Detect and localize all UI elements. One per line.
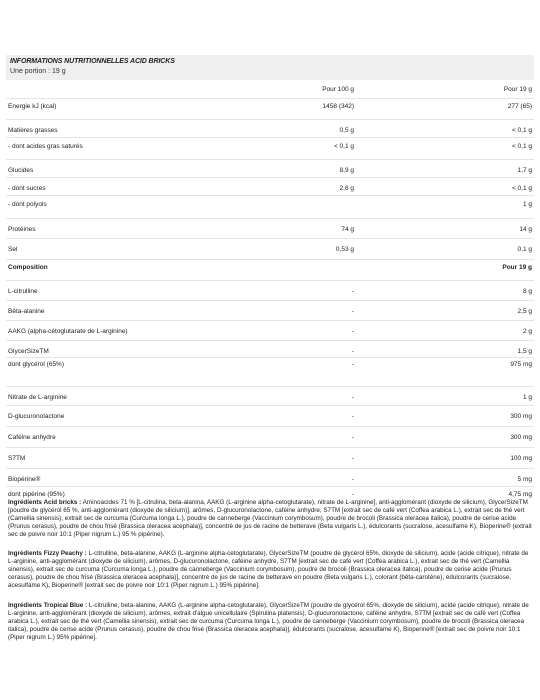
row-value-per-100g: - (351, 361, 354, 368)
row-label: dont pipérine (95%) (8, 491, 65, 498)
row-label: Composition (8, 264, 48, 271)
row-value-per-100g: 2,6 g (339, 185, 354, 192)
table-row (6, 119, 534, 137)
table-row (6, 300, 534, 320)
table-row (6, 177, 534, 195)
row-value-per-19g: 8 g (522, 288, 532, 295)
table-row (6, 486, 534, 499)
row-value-per-100g: - (351, 308, 354, 315)
document-title: INFORMATIONS NUTRITIONNELLES ACID BRICKS (10, 58, 175, 65)
row-value-per-19g: 1,7 g (517, 167, 532, 174)
row-value-per-100g: - (351, 288, 354, 295)
row-value-per-100g: - (351, 491, 354, 498)
ingredients-text: Aminoacides 71 % [L-citrulina, beta-alanina, AAKG (L-arginine alpha-cetoglutarate), nitrate de L-arginine], anti-agglomérant (dioxyde de silicium), GlycerSizeTM [poudre de glycérol 65 %, anti-agglomérant (dioxyde de silicium)], arômes, D-glucuronolactone, caféine anhydre, S7TM [extrait sec de café vert (Coffea arabica L.), extrait sec de thé vert (Camellia sinensis), extrait sec de curcuma (Curcuma longa L.), poudre de canneberge (Vaccinium corymbosum), poudre de brocoli (Brassica oleracea italica), poudre de cerise acide (Prunus cerasus), poudre de chou frisé (Brassica oleracea acephala)], concentré de jus de racine de betterave (Beta vulgaris L.), édulcorants (sucralose, acesulfame K), Bioperine® (extrait sec de poivre noir 10:1 (Piper nigrum L.) 95 % pipérine). (8, 499, 532, 538)
row-value-per-19g: Pour 19 g (502, 264, 532, 271)
ingredients-text: L-citrulline, beta-alanine, AAKG (L-arginine alpha-cetoglutarate), GlycerSizeTM (poudre de glycérol 65%, dioxyde de silicium), acide (acide citrique), nitrate de L-arginine, anti-agglomérant (dioxyde de silicium), arômes, D-glucuronolactone, caféine anhydre, S7TM [extrait sec de café vert (Coffea arabica L.), extrait sec de thé vert (Camellia sinensis), extrait sec de curcuma (Curcuma longa L.), poudre de canneberge (Vaccinium corymbosum), poudre de brocoli (Brassica oleracea italica), poudre de cerise acide (Prunus cerasus), poudre de chou frisé (Brassica oleracea acephala)], concentré de jus de racine de betterave en poudre (Beta vulgaris L.), colorant (bêta-carotène), édulcorants (sucralose, acesulfame K), Bioperine® [extrait sec de poivre noir 10:1 (Piper nigrum L.) 95% pipérine]. (8, 550, 529, 589)
table-row (6, 218, 534, 238)
row-value-per-19g: 1 g (522, 394, 532, 401)
row-value-per-19g: 4,75 mg (508, 491, 532, 498)
row-value-per-19g: 975 mg (510, 361, 532, 368)
row-value-per-100g: < 0,1 g (333, 143, 354, 150)
row-value-per-100g: 0,53 g (335, 246, 354, 253)
row-label: - dont acides gras saturés (8, 143, 83, 150)
row-value-per-100g: 0,5 g (339, 127, 354, 134)
row-label: Nitrate de L-arginine (8, 394, 67, 401)
table-row (6, 447, 534, 468)
row-value-per-19g: < 0,1 g (511, 143, 532, 150)
row-value-per-19g: 1 g (522, 201, 532, 208)
ingredients-title: Ingrédients Tropical Blue : (8, 602, 88, 609)
row-label: Bêta-alanine (8, 308, 45, 315)
table-row (6, 405, 534, 426)
row-value-per-19g: 300 mg (510, 413, 532, 420)
table-row (6, 195, 534, 218)
ingredients-text: L-citrulline, beta-alanine, AAKG (L-arginine alpha-cetoglutarate), GlycerSizeTM (poudre de glycérol 65%, dioxyde de silicium), acide (acide citrique), nitrate de L-arginine, anti-agglomérant (dioxyde de silicium), arômes, extrait d'algue unicellulaire (Spirulina platensis), D-glucuronolactone, caféine anhydre, S7TM [extrait sec de café vert (Coffea arabica L.), extrait sec de thé vert (Camellia sinensis), extrait sec de curcuma (Curcuma longa L.), poudre de canneberge (Vaccinium corymbosum), poudre de brocoli (Brassica oleracea italica), poudre de cerise acide (Prunus cerasus), poudre de chou frisé (Brassica oleracea acephala)], édulcorants (sucralose, acesulfame K), Bioperine® [extrait sec de poivre noir 10:1 (Piper nigrum L.) 95% pipérine]. (8, 602, 529, 641)
row-label: - dont sucres (8, 185, 46, 192)
row-label: Energie kJ (kcal) (8, 103, 57, 110)
table-row (6, 280, 534, 300)
row-label: dont glycérol (65%) (8, 361, 64, 368)
row-value-per-100g: - (351, 455, 354, 462)
row-label: Caféine anhydre (8, 434, 56, 441)
row-value-per-19g: 300 mg (510, 434, 532, 441)
row-value-per-19g: 1,5 g (517, 348, 532, 355)
row-value-per-100g: - (351, 413, 354, 420)
row-label: GlycerSizeTM (8, 348, 49, 355)
row-value-per-100g: - (351, 476, 354, 483)
ingredients-title: Ingrédients Acid bricks : (8, 499, 82, 506)
nutrition-header (6, 55, 534, 80)
row-value-per-19g: 277 (65) (507, 103, 532, 110)
ingredients-paragraph (8, 550, 534, 590)
row-value-per-19g: 2,5 g (517, 308, 532, 315)
row-label: - dont polyols (8, 201, 47, 208)
row-value-per-19g: 100 mg (510, 455, 532, 462)
row-label: Matières grasses (8, 127, 58, 134)
table-row (6, 357, 534, 386)
table-row (6, 238, 534, 259)
row-label: L-citrulline (8, 288, 38, 295)
table-row (6, 426, 534, 447)
row-label: Sel (8, 246, 18, 253)
table-row (6, 259, 534, 280)
row-label: AAKG (alpha-cétoglutarate de L-arginine) (8, 328, 128, 335)
row-label: Glucides (8, 167, 34, 174)
row-label: D-glucuronolactone (8, 413, 65, 420)
row-value-per-19g: 14 g (519, 226, 532, 233)
row-value-per-100g: - (351, 328, 354, 335)
row-value-per-19g: 5 mg (517, 476, 532, 483)
table-row (6, 386, 534, 405)
row-value-per-100g: 1458 (342) (322, 103, 354, 110)
ingredients-paragraph (8, 499, 534, 539)
ingredients-paragraph (8, 602, 534, 642)
nutrition-table (6, 98, 534, 499)
row-label: Biopérine® (8, 476, 41, 483)
row-value-per-100g: - (351, 394, 354, 401)
table-row (6, 137, 534, 159)
row-value-per-100g: 74 g (341, 226, 354, 233)
row-value-per-19g: 2 g (522, 328, 532, 335)
row-value-per-100g: 8,9 g (339, 167, 354, 174)
column-header-per-19g: Pour 19 g (503, 86, 532, 93)
row-value-per-19g: 0,1 g (517, 246, 532, 253)
table-row (6, 159, 534, 177)
row-value-per-100g: - (351, 348, 354, 355)
table-row (6, 98, 534, 119)
row-label: Protéines (8, 226, 36, 233)
row-label: S7TM (8, 455, 26, 462)
ingredients-title: Ingrédients Fizzy Peachy : (8, 550, 87, 557)
table-row (6, 468, 534, 486)
portion-size: Une portion : 19 g (10, 68, 66, 75)
table-row (6, 320, 534, 340)
row-value-per-100g: - (351, 434, 354, 441)
row-value-per-19g: < 0,1 g (511, 127, 532, 134)
table-row (6, 340, 534, 357)
column-header-per-100g: Pour 100 g (322, 86, 354, 93)
row-value-per-19g: < 0,1 g (511, 185, 532, 192)
